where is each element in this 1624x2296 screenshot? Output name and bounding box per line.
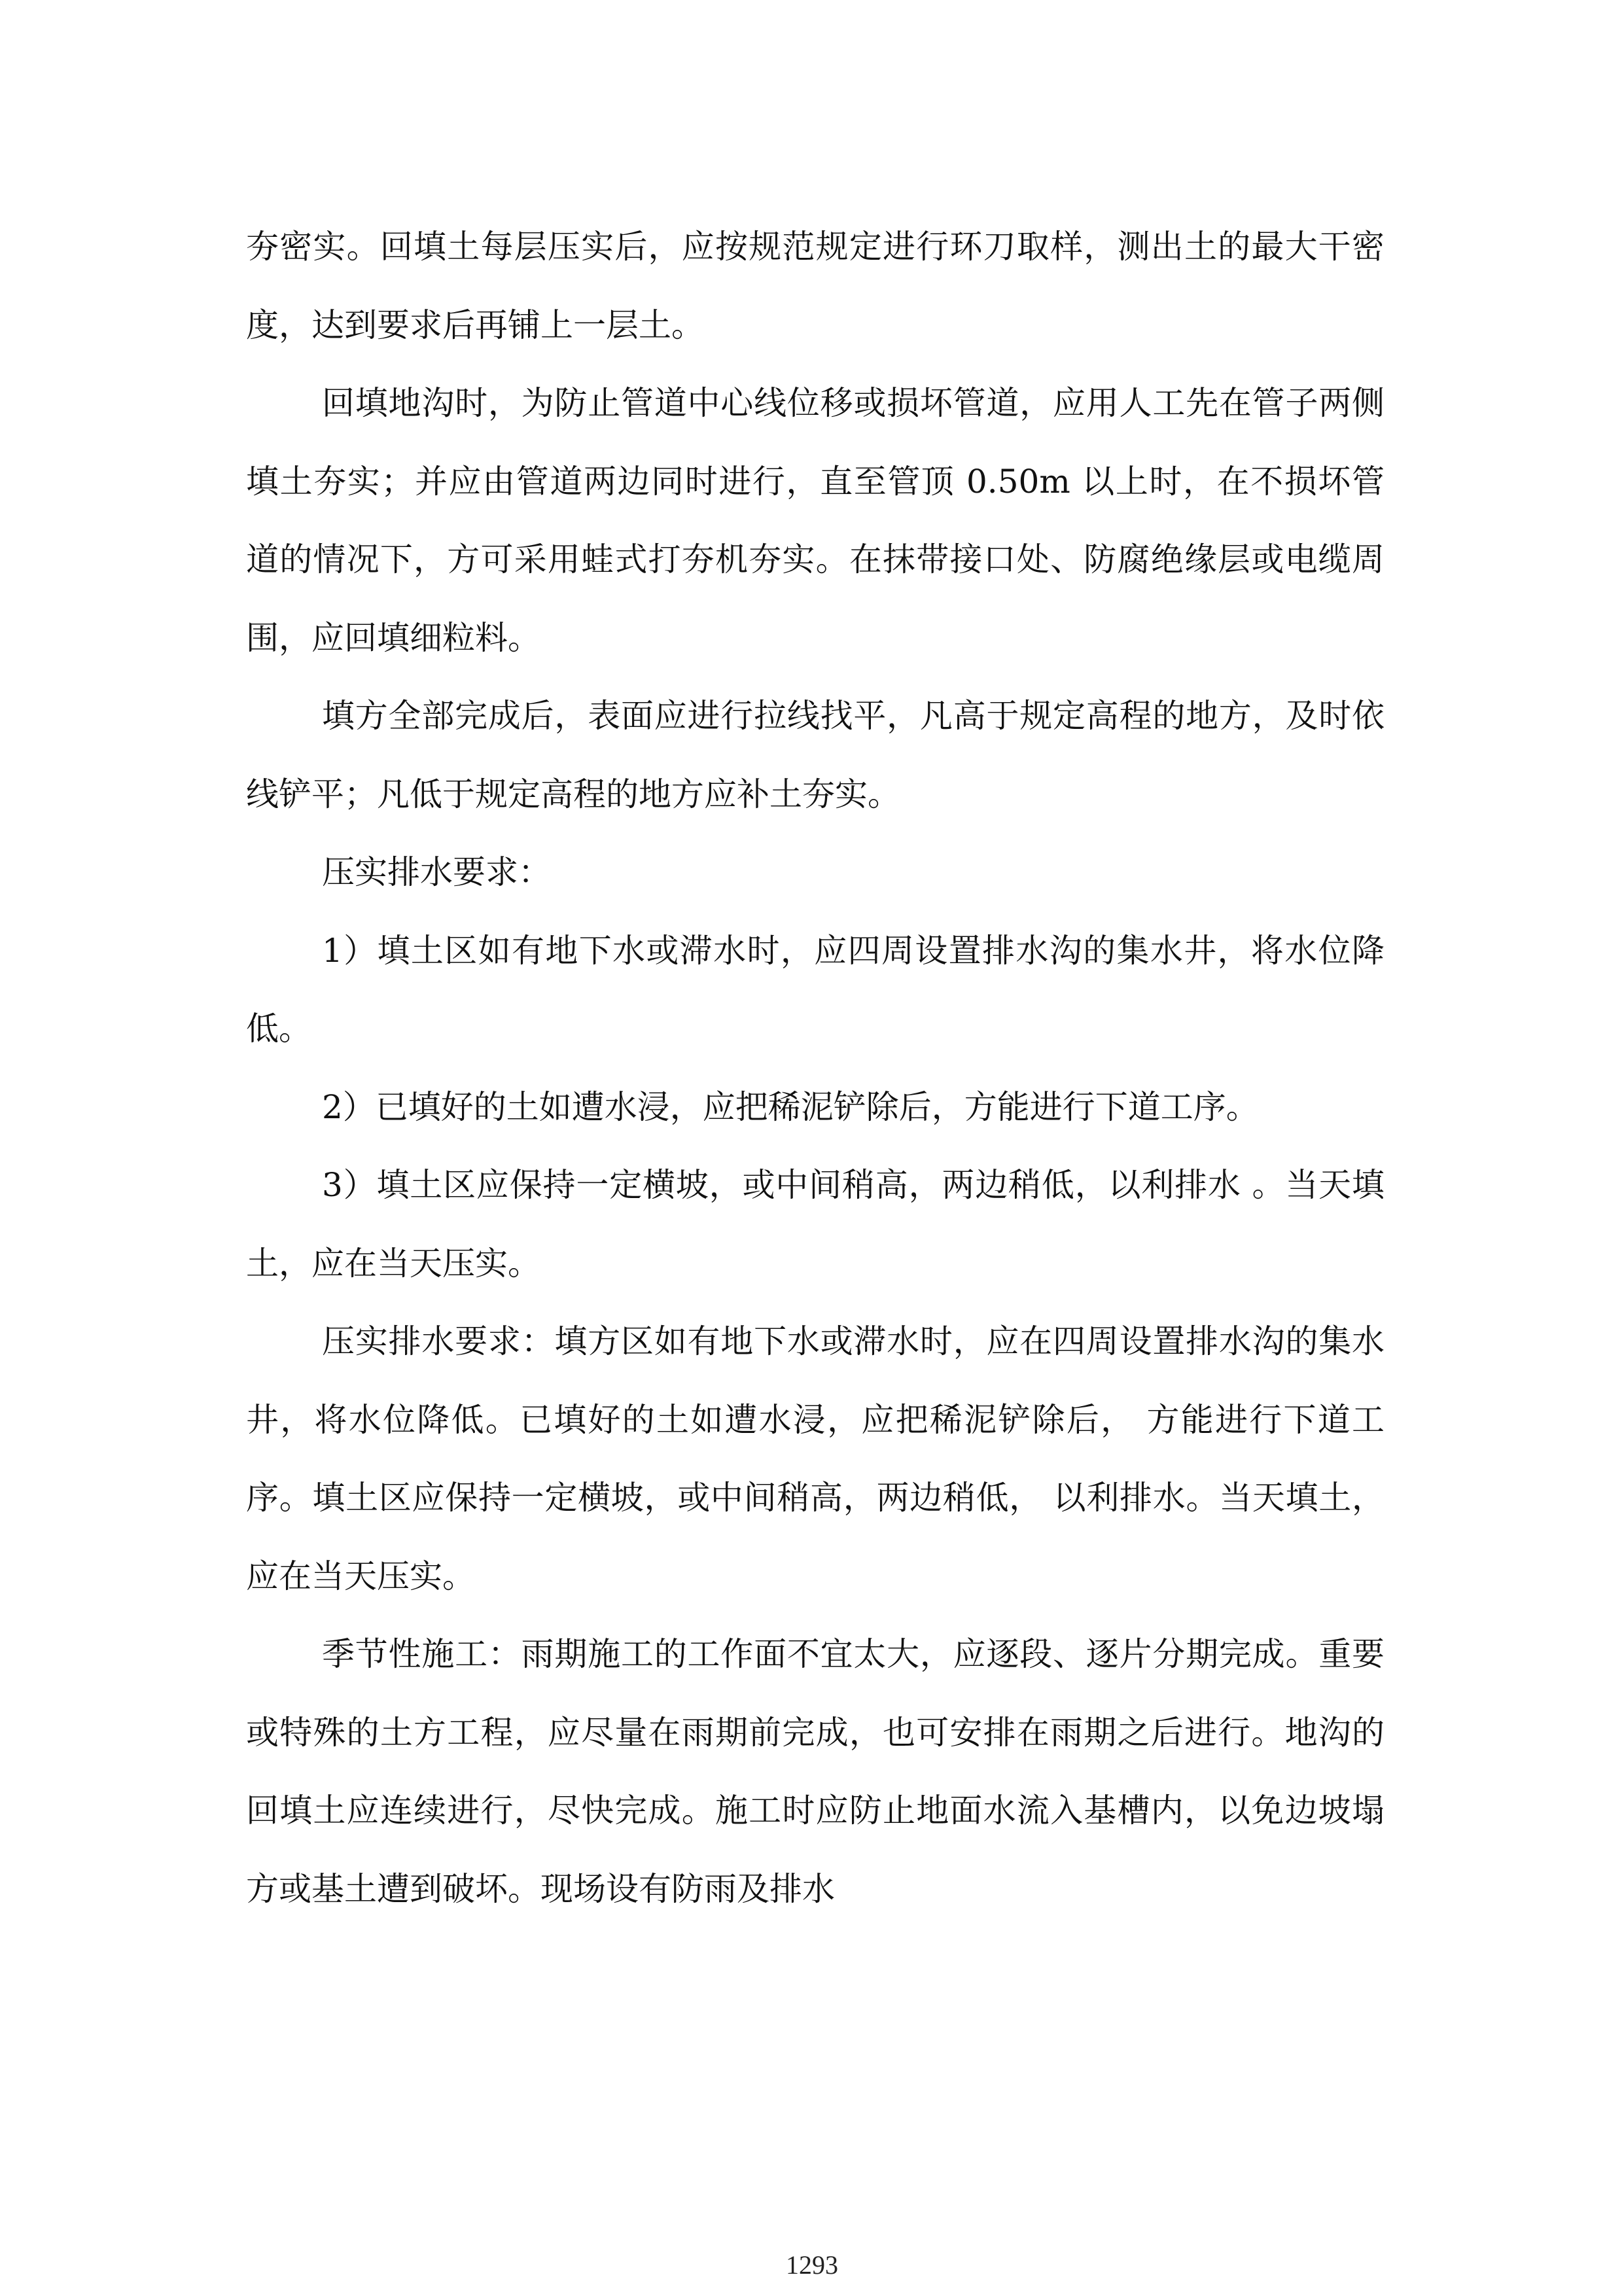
page-number: 1293 bbox=[786, 2250, 838, 2280]
paragraph-6: 2）已填好的土如遭水浸，应把稀泥铲除后，方能进行下道工序。 bbox=[322, 1087, 1259, 1126]
paragraph-5: 1）填土区如有地下水或滞水时，应四周设置排水沟的集水井，将水位降低。 bbox=[246, 931, 1385, 1048]
body-text bbox=[246, 208, 1385, 1928]
paragraph-9: 季节性施工：雨期施工的工作面不宜太大，应逐段、逐片分期完成。重要或特殊的土方工程，应尽量在雨期前完成，也可安排在雨期之后进行。地沟的回填土应连续进行，尽快完成。施工时应防止地面水流入基槽内，以免边坡塌方或基土遭到破坏。现场设有防雨及排水 bbox=[246, 1635, 1385, 1908]
paragraph-8: 压实排水要求：填方区如有地下水或滞水时，应在四周设置排水沟的集水井，将水位降低。已填好的土如遭水浸，应把稀泥铲除后， 方能进行下道工序。填土区应保持一定横坡，或中间稍高，两边稍低， 以利排水。当天填土，应在当天压实。 bbox=[246, 1322, 1385, 1595]
paragraph-4: 压实排水要求： bbox=[322, 853, 551, 891]
paragraph-1: 夯密实。回填土每层压实后，应按规范规定进行环刀取样，测出土的最大干密度，达到要求后再铺上一层土。 bbox=[246, 228, 1385, 344]
paragraph-7: 3）填土区应保持一定横坡，或中间稍高，两边稍低，以利排水 。当天填土，应在当天压实。 bbox=[246, 1166, 1385, 1282]
paragraph-2: 回填地沟时，为防止管道中心线位移或损坏管道，应用人工先在管子两侧填土夯实；并应由管道两边同时进行，直至管顶 0.50m 以上时，在不损坏管道的情况下，方可采用蛙式打夯机夯实。在抹带接口处、防腐绝缘层或电缆周围，应回填细粒料。 bbox=[246, 384, 1385, 657]
paragraph-3: 填方全部完成后，表面应进行拉线找平，凡高于规定高程的地方，及时依线铲平；凡低于规定高程的地方应补土夯实。 bbox=[246, 697, 1385, 813]
